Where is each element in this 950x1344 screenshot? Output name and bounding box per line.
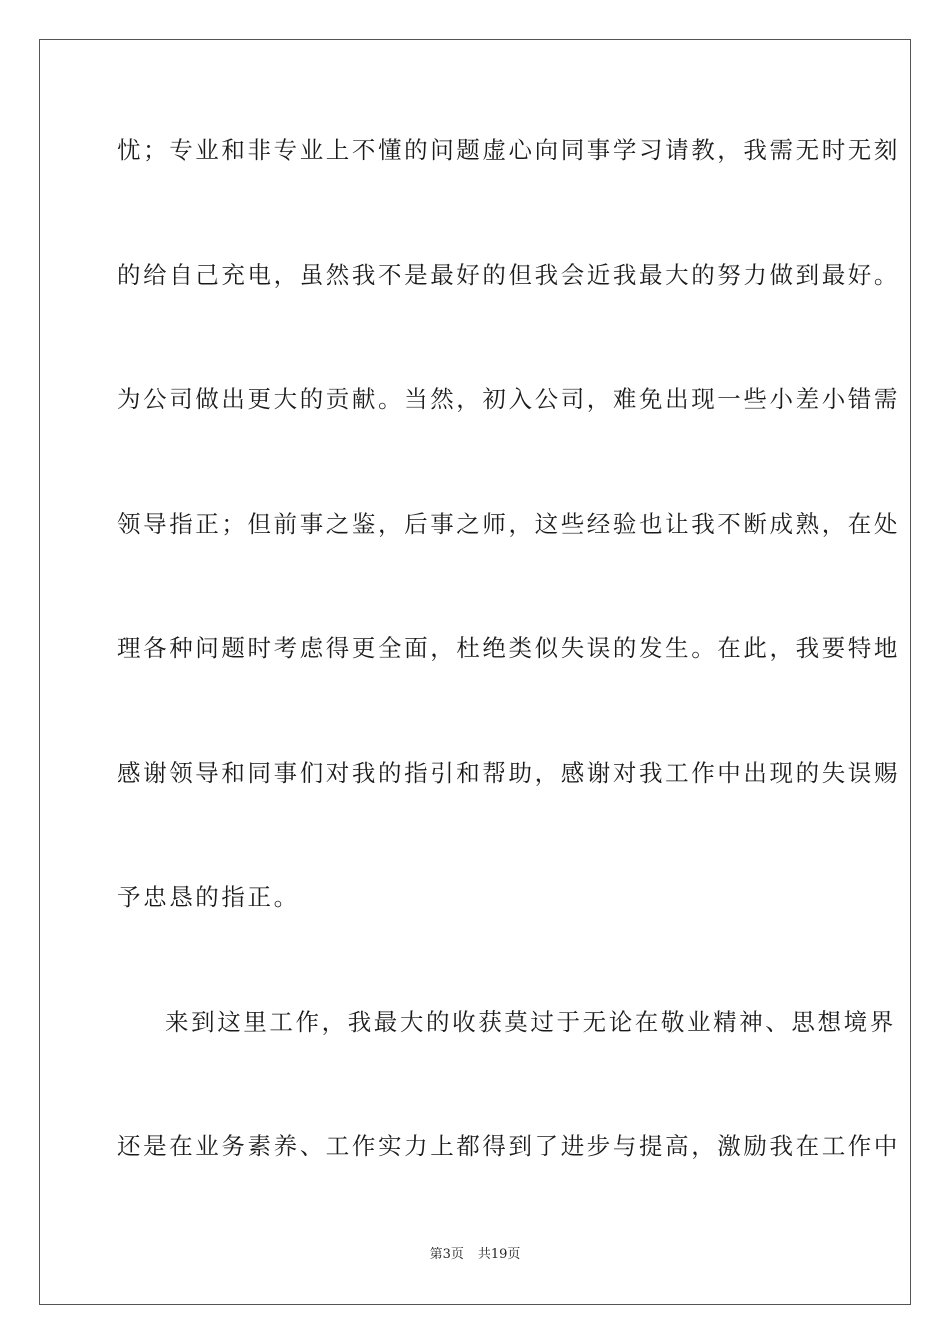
body-text-line: 领导指正；但前事之鉴，后事之师，这些经验也让我不断成熟，在处 — [117, 510, 900, 538]
paragraph-first-line: 来到这里工作，我最大的收获莫过于无论在敬业精神、思想境界 — [165, 1008, 896, 1036]
body-text-line: 予忠恳的指正。 — [117, 883, 300, 911]
page-frame — [39, 39, 911, 1305]
body-text-line: 的给自己充电，虽然我不是最好的但我会近我最大的努力做到最好。 — [117, 261, 900, 289]
page-footer — [0, 1246, 950, 1264]
body-text-line: 感谢领导和同事们对我的指引和帮助，感谢对我工作中出现的失误赐 — [117, 759, 900, 787]
body-text-line: 理各种问题时考虑得更全面，杜绝类似失误的发生。在此，我要特地 — [117, 634, 900, 662]
page-number: 第3页 — [429, 1247, 464, 1262]
body-text-line: 忧；专业和非专业上不懂的问题虚心向同事学习请教，我需无时无刻 — [117, 136, 900, 164]
body-text-line: 还是在业务素养、工作实力上都得到了进步与提高，激励我在工作中 — [117, 1132, 900, 1160]
body-text-line: 为公司做出更大的贡献。当然，初入公司，难免出现一些小差小错需 — [117, 385, 900, 413]
page-total: 共19页 — [477, 1247, 521, 1262]
